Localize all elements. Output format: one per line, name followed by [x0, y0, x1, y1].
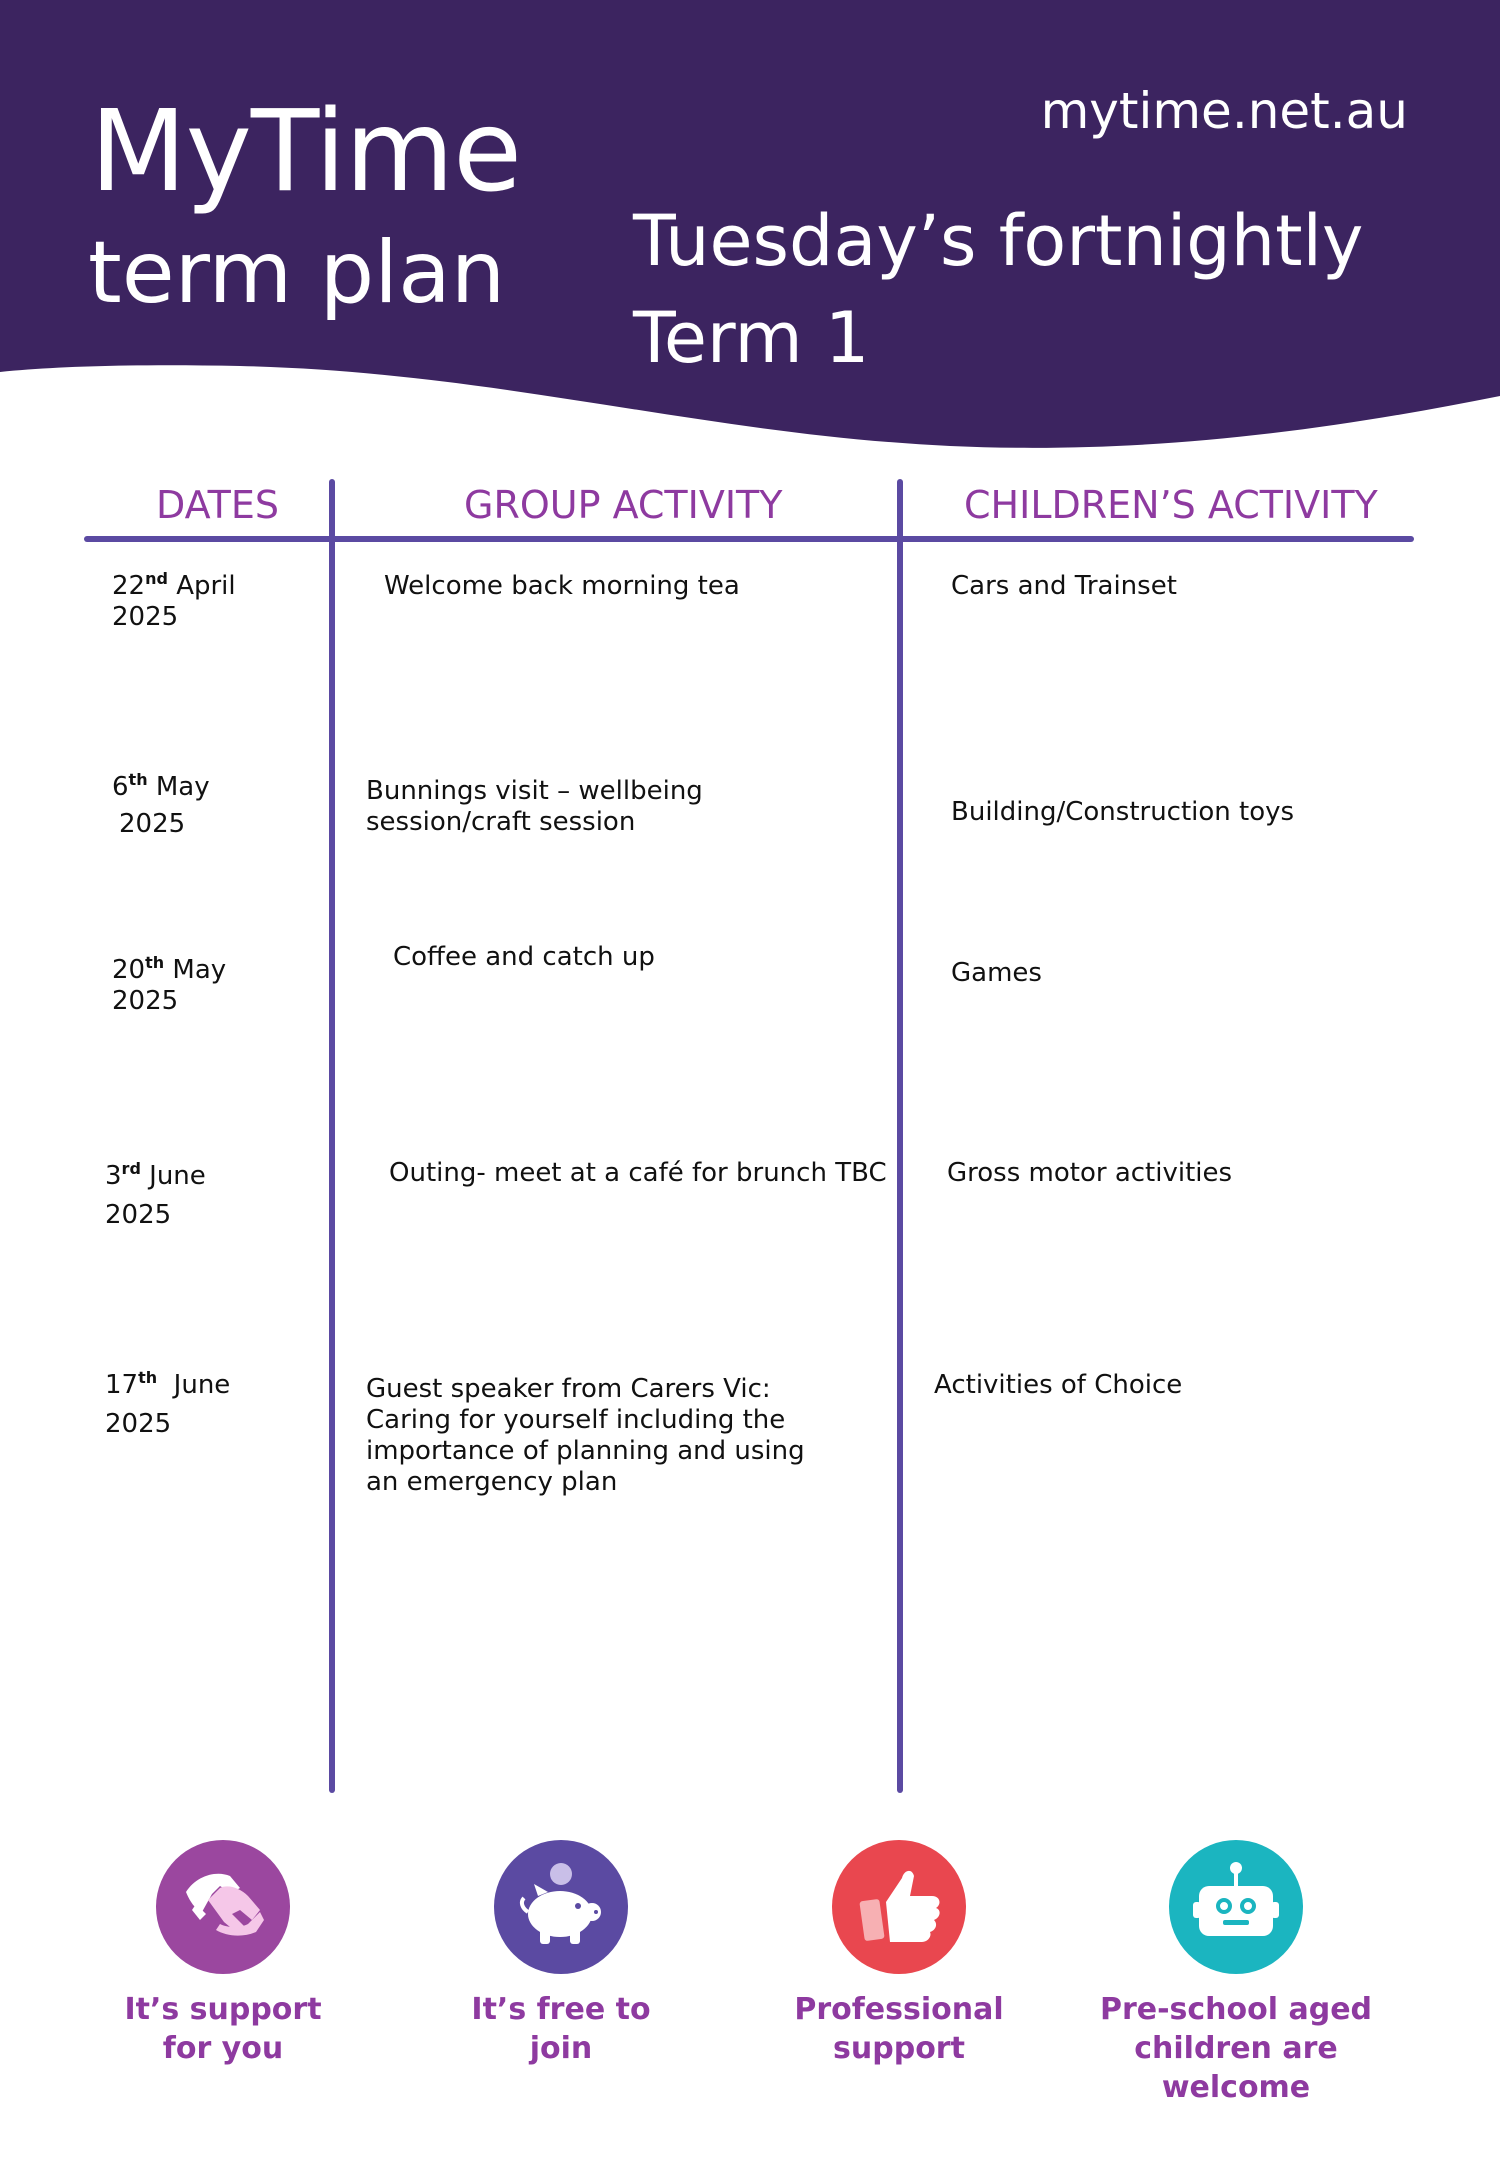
date-month: April	[176, 571, 236, 601]
date-month: June	[173, 1370, 231, 1400]
date-suffix: th	[145, 953, 165, 972]
date-cell	[112, 955, 226, 1017]
feature-label	[53, 1990, 393, 2068]
group-activity-column-header: GROUP ACTIVITY	[464, 483, 783, 527]
feature-label-line2: join	[529, 2031, 593, 2066]
header-divider	[84, 536, 1414, 542]
feature-professional-support	[729, 1840, 1069, 2068]
childrens-activity-cell: Building/Construction toys	[951, 797, 1295, 827]
childrens-activity-cell: Games	[951, 958, 1042, 988]
feature-label-line2: for you	[162, 2031, 284, 2066]
feature-label-line2: support	[833, 2031, 965, 2066]
date-day: 6	[112, 772, 129, 802]
feature-label-line1: It’s free to	[471, 1992, 651, 2027]
group-activity-cell: Welcome back morning tea	[384, 571, 740, 601]
feature-support-for-you	[53, 1840, 393, 2068]
brand-title: MyTime	[90, 87, 522, 217]
date-day: 20	[112, 955, 146, 985]
childrens-activity-cell: Cars and Trainset	[951, 571, 1177, 601]
feature-label-line1: Professional	[794, 1992, 1004, 2027]
date-cell	[112, 571, 236, 633]
date-day: 22	[112, 571, 146, 601]
group-activity-cell: Guest speaker from Carers Vic: Caring for yourself including the importance of planning and using an emergency plan	[366, 1374, 805, 1497]
date-day: 3	[105, 1161, 122, 1191]
feature-label-line2: children are welcome	[1134, 2031, 1338, 2105]
date-cell	[105, 1157, 206, 1235]
feature-preschool-welcome	[1066, 1840, 1406, 2107]
column-divider-left	[329, 479, 335, 1793]
plan-title-line2: Term 1	[633, 297, 870, 379]
date-year: 2025	[112, 602, 179, 632]
date-suffix: th	[138, 1368, 158, 1387]
helping-hands-icon	[156, 1840, 290, 1974]
feature-label	[1066, 1990, 1406, 2107]
website-link[interactable]: mytime.net.au	[1040, 82, 1408, 140]
childrens-activity-cell: Activities of Choice	[934, 1370, 1183, 1400]
piggy-bank-icon	[494, 1840, 628, 1974]
brand-subtitle: term plan	[88, 223, 506, 323]
childrens-activity-cell: Gross motor activities	[947, 1158, 1233, 1188]
dates-column-header: DATES	[156, 483, 279, 527]
group-activity-cell: Bunnings visit – wellbeing session/craft session	[366, 776, 703, 837]
date-suffix: rd	[121, 1159, 141, 1178]
date-year: 2025	[105, 1200, 172, 1230]
feature-label	[391, 1990, 731, 2068]
date-month: May	[172, 955, 227, 985]
feature-label-line1: It’s support	[124, 1992, 322, 2027]
date-month: May	[155, 772, 210, 802]
column-divider-right	[897, 479, 903, 1793]
group-activity-cell: Coffee and catch up	[393, 942, 655, 972]
date-year: 2025	[119, 809, 186, 839]
thumbs-up-icon	[832, 1840, 966, 1974]
date-month: June	[149, 1161, 206, 1191]
group-activity-cell: Outing- meet at a café for brunch TBC	[389, 1158, 887, 1188]
date-year: 2025	[112, 986, 179, 1016]
plan-title-line1: Tuesday’s fortnightly	[633, 200, 1364, 282]
date-year: 2025	[105, 1409, 172, 1439]
date-day: 17	[105, 1370, 139, 1400]
date-cell	[112, 769, 210, 843]
feature-free-to-join	[391, 1840, 731, 2068]
date-suffix: nd	[145, 569, 168, 588]
feature-label-line1: Pre-school aged	[1099, 1992, 1373, 2027]
date-cell	[105, 1366, 230, 1444]
feature-label	[729, 1990, 1069, 2068]
childrens-activity-column-header: CHILDREN’S ACTIVITY	[964, 483, 1378, 527]
date-suffix: th	[128, 770, 148, 789]
robot-toy-icon	[1169, 1840, 1303, 1974]
